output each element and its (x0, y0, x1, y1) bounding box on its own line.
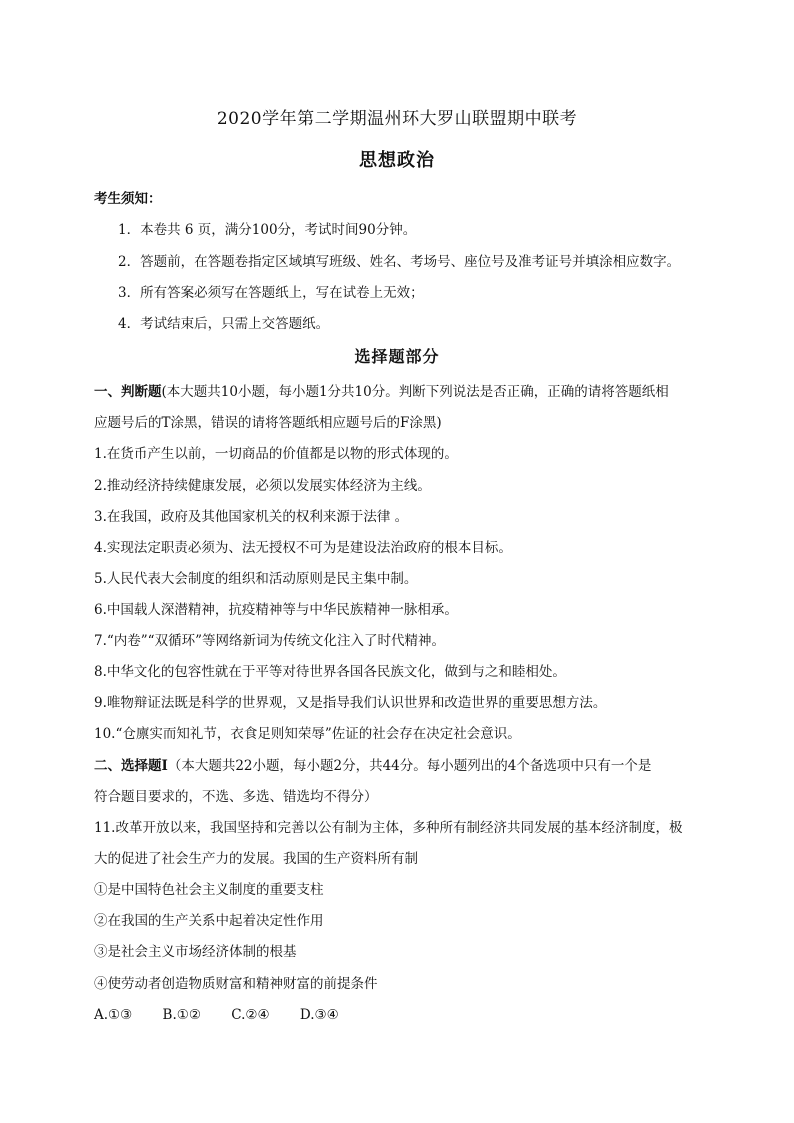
question-9: 9.唯物辩证法既是科学的世界观，又是指导我们认识世界和改造世界的重要思想方法。 (94, 695, 607, 711)
question-10: 10.“仓廪实而知礼节，衣食足则知荣辱”佐证的社会存在决定社会意识。 (94, 726, 521, 742)
question-2: 2.推动经济持续健康发展，必须以发展实体经济为主线。 (94, 478, 431, 494)
question-1: 1.在货币产生以前，一切商品的价值都是以物的形式体现的。 (94, 446, 458, 462)
question-11-stem-1: 11.改革开放以来，我国坚持和完善以公有制为主体，多种所有制经济共同发展的基本经济制度，极 (94, 820, 683, 836)
notice-item-4: 4．考试结束后，只需上交答题纸。 (118, 316, 330, 332)
question-5: 5.人民代表大会制度的组织和活动原则是民主集中制。 (94, 571, 418, 587)
question-11-statement-1: ①是中国特色社会主义制度的重要支柱 (94, 882, 324, 898)
subject-title: 思想政治 (359, 150, 435, 171)
option-d: D.③④ (299, 1007, 339, 1023)
option-b: B.①② (162, 1007, 201, 1023)
part2-instruction (94, 757, 714, 775)
part1-label: 一、判断题 (94, 384, 162, 400)
part2-instruction-text-2: 符合题目要求的，不选、多选、错选均不得分） (94, 789, 378, 805)
question-4: 4.实现法定职责必须为、法无授权不可为是建设法治政府的根本目标。 (94, 540, 512, 556)
question-11-stem-2: 大的促进了社会生产力的发展。我国的生产资料所有制 (94, 851, 418, 867)
part2-label: 二、选择题Ⅰ (94, 758, 168, 774)
question-6: 6.中国载人深潜精神，抗疫精神等与中华民族精神一脉相承。 (94, 602, 458, 618)
question-11-options (94, 1006, 714, 1024)
option-c: C.②④ (231, 1007, 270, 1023)
question-11-statement-4: ④使劳动者创造物质财富和精神财富的前提条件 (94, 976, 378, 992)
section-title: 选择题部分 (354, 347, 440, 366)
notice-heading: 考生须知： (94, 191, 162, 207)
part2-instruction-text-1: （本大题共22小题，每小题2分，共44分。每小题列出的4个备选项中只有一个是 (167, 758, 652, 774)
notice-item-1: 1．本卷共 6 页，满分100分，考试时间90分钟。 (118, 222, 417, 238)
notice-item-2: 2．答题前，在答题卷指定区域填写班级、姓名、考场号、座位号及准考证号并填涂相应数字。 (118, 254, 681, 270)
question-8: 8.中华文化的包容性就在于平等对待世界各国各民族文化，做到与之和睦相处。 (94, 664, 566, 680)
question-11-statement-3: ③是社会主义市场经济体制的根基 (94, 944, 297, 960)
part1-instruction-text-1: (本大题共10小题，每小题1分共10分。判断下列说法是否正确，正确的请将答题纸相 (161, 384, 669, 400)
question-11-statement-2: ②在我国的生产关系中起着决定性作用 (94, 913, 324, 929)
question-3: 3.在我国，政府及其他国家机关的权利来源于法律 。 (94, 509, 409, 525)
notice-item-3: 3．所有答案必须写在答题纸上，写在试卷上无效； (118, 285, 424, 301)
part1-instruction (94, 383, 714, 401)
question-7: 7.“内卷”“双循环”等网络新词为传统文化注入了时代精神。 (94, 633, 445, 649)
exam-title: 2020学年第二学期温州环大罗山联盟期中联考 (216, 109, 578, 129)
option-a: A.①③ (94, 1007, 133, 1023)
part1-instruction-text-2: 应题号后的T涂黑，错误的请将答题纸相应题号后的F涂黑) (94, 415, 442, 431)
